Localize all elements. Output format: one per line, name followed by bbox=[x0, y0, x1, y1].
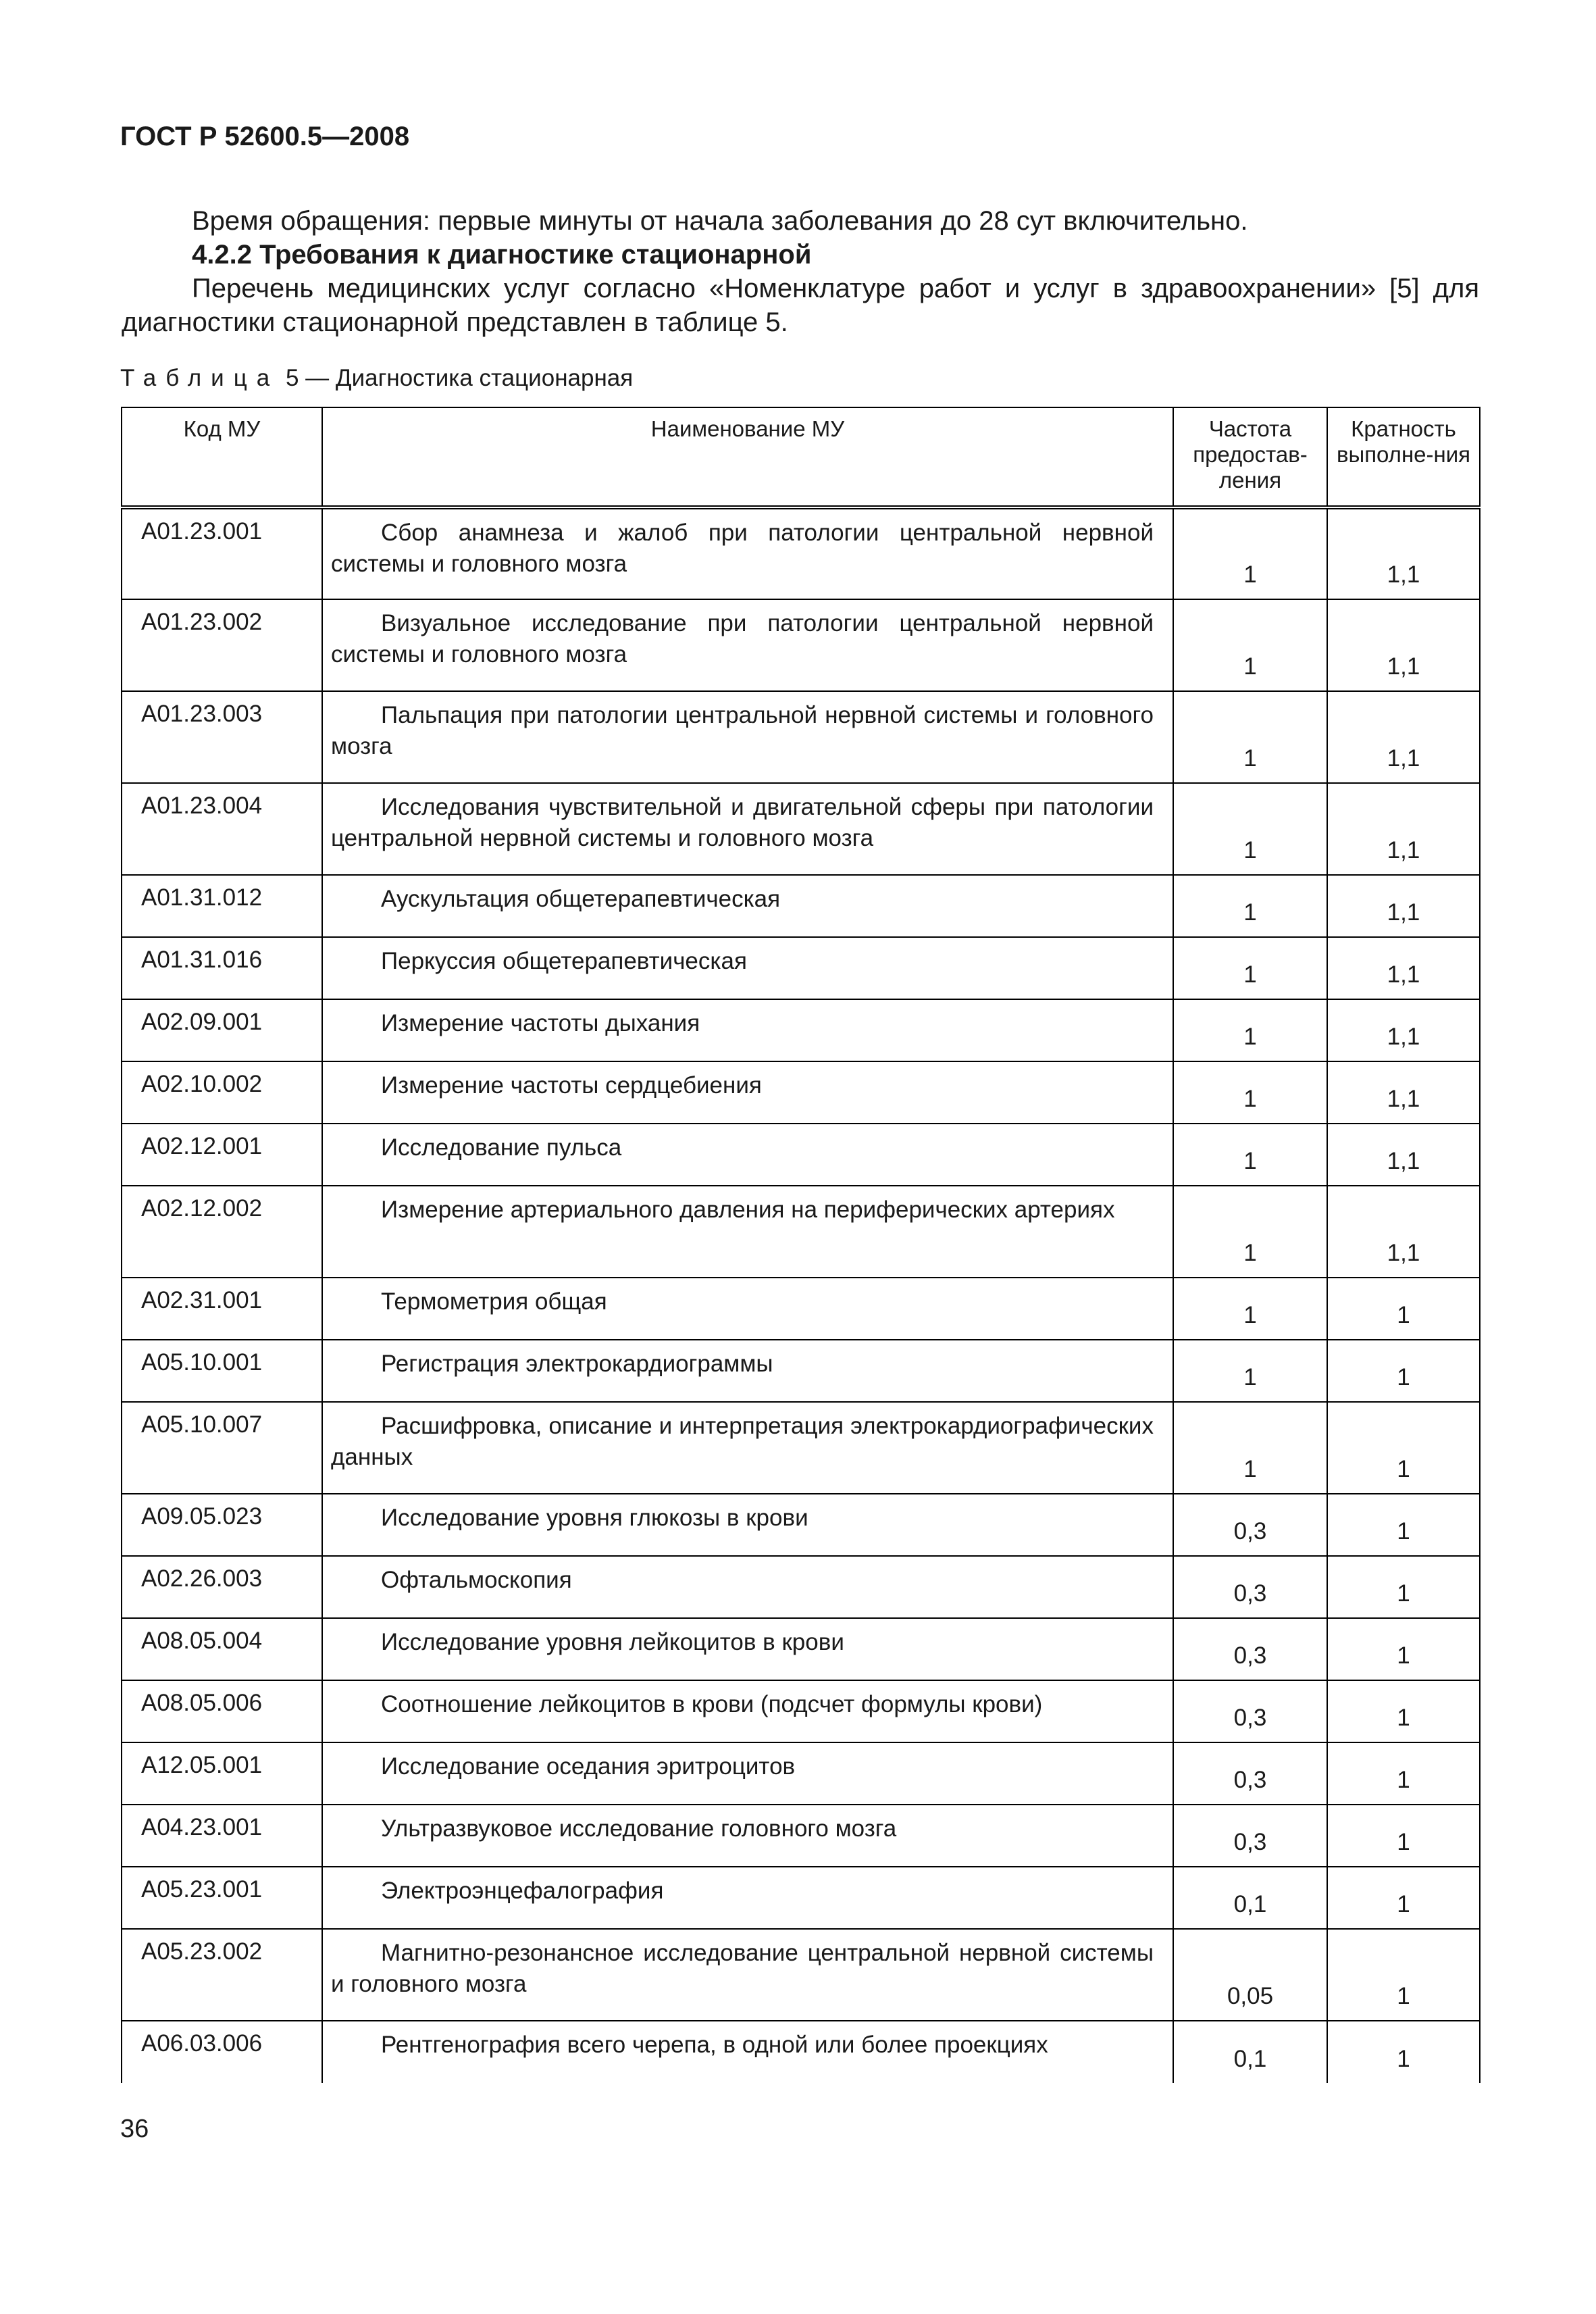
frequency-cell: 1 bbox=[1173, 1278, 1327, 1340]
table-row bbox=[122, 1742, 1480, 1805]
table-caption bbox=[120, 365, 633, 392]
header-code: Код МУ bbox=[122, 407, 322, 507]
service-name-cell: Визуальное исследование при патологии центральной нервной системы и головного мозга bbox=[322, 599, 1173, 691]
code-cell: А05.10.001 bbox=[122, 1340, 322, 1402]
code-cell: А02.12.001 bbox=[122, 1124, 322, 1186]
service-name-cell: Исследование уровня глюкозы в крови bbox=[322, 1494, 1173, 1556]
code-cell: А02.31.001 bbox=[122, 1278, 322, 1340]
table-row bbox=[122, 1402, 1480, 1494]
service-name-cell: Измерение артериального давления на периферических артериях bbox=[322, 1186, 1173, 1278]
code-cell: А01.31.016 bbox=[122, 937, 322, 999]
table-row bbox=[122, 1278, 1480, 1340]
table-row bbox=[122, 1061, 1480, 1124]
multiplicity-cell: 1,1 bbox=[1327, 1124, 1480, 1186]
multiplicity-cell: 1 bbox=[1327, 1680, 1480, 1742]
table-row bbox=[122, 1556, 1480, 1618]
multiplicity-cell: 1,1 bbox=[1327, 507, 1480, 599]
header-multiplicity: Кратность выполне-ния bbox=[1327, 407, 1480, 507]
frequency-cell: 0,3 bbox=[1173, 1742, 1327, 1805]
table-row bbox=[122, 999, 1480, 1061]
frequency-cell: 1 bbox=[1173, 507, 1327, 599]
table-body bbox=[122, 507, 1480, 2083]
code-cell: А02.12.002 bbox=[122, 1186, 322, 1278]
service-name-cell: Ультразвуковое исследование головного мозга bbox=[322, 1805, 1173, 1867]
service-name-cell: Перкуссия общетерапевтическая bbox=[322, 937, 1173, 999]
service-name-cell: Регистрация электрокардиограммы bbox=[322, 1340, 1173, 1402]
table-row bbox=[122, 1680, 1480, 1742]
table-row bbox=[122, 2021, 1480, 2083]
service-name-cell: Исследование уровня лейкоцитов в крови bbox=[322, 1618, 1173, 1680]
multiplicity-cell: 1,1 bbox=[1327, 783, 1480, 875]
service-name-cell: Исследования чувствительной и двигательной сферы при патологии центральной нервной системы и головного мозга bbox=[322, 783, 1173, 875]
multiplicity-cell: 1,1 bbox=[1327, 691, 1480, 783]
multiplicity-cell: 1 bbox=[1327, 1402, 1480, 1494]
code-cell: А09.05.023 bbox=[122, 1494, 322, 1556]
service-name-cell: Аускультация общетерапевтическая bbox=[322, 875, 1173, 937]
code-cell: А02.10.002 bbox=[122, 1061, 322, 1124]
code-cell: А01.31.012 bbox=[122, 875, 322, 937]
code-cell: А08.05.006 bbox=[122, 1680, 322, 1742]
table-row bbox=[122, 1929, 1480, 2021]
diagnostics-table bbox=[121, 407, 1481, 2083]
frequency-cell: 1 bbox=[1173, 599, 1327, 691]
frequency-cell: 0,3 bbox=[1173, 1556, 1327, 1618]
frequency-cell: 0,3 bbox=[1173, 1494, 1327, 1556]
service-name-cell: Измерение частоты дыхания bbox=[322, 999, 1173, 1061]
multiplicity-cell: 1,1 bbox=[1327, 1061, 1480, 1124]
paragraph-treatment-time: Время обращения: первые минуты от начала заболевания до 28 сут включительно. bbox=[192, 206, 1248, 236]
multiplicity-cell: 1,1 bbox=[1327, 937, 1480, 999]
table-row bbox=[122, 1494, 1480, 1556]
frequency-cell: 1 bbox=[1173, 1186, 1327, 1278]
multiplicity-cell: 1 bbox=[1327, 1805, 1480, 1867]
code-cell: А08.05.004 bbox=[122, 1618, 322, 1680]
multiplicity-cell: 1,1 bbox=[1327, 999, 1480, 1061]
frequency-cell: 1 bbox=[1173, 875, 1327, 937]
code-cell: А06.03.006 bbox=[122, 2021, 322, 2083]
service-name-cell: Соотношение лейкоцитов в крови (подсчет формулы крови) bbox=[322, 1680, 1173, 1742]
service-name-cell: Пальпация при патологии центральной нервной системы и головного мозга bbox=[322, 691, 1173, 783]
document-id-header: ГОСТ Р 52600.5—2008 bbox=[120, 122, 410, 151]
multiplicity-cell: 1 bbox=[1327, 2021, 1480, 2083]
frequency-cell: 0,3 bbox=[1173, 1805, 1327, 1867]
table-caption-title: — Диагностика стационарная bbox=[305, 365, 634, 391]
multiplicity-cell: 1,1 bbox=[1327, 1186, 1480, 1278]
service-name-cell: Сбор анамнеза и жалоб при патологии центральной нервной системы и головного мозга bbox=[322, 507, 1173, 599]
multiplicity-cell: 1 bbox=[1327, 1867, 1480, 1929]
code-cell: А12.05.001 bbox=[122, 1742, 322, 1805]
table-caption-number: 5 bbox=[285, 365, 299, 391]
frequency-cell: 0,3 bbox=[1173, 1618, 1327, 1680]
frequency-cell: 0,1 bbox=[1173, 1867, 1327, 1929]
multiplicity-cell: 1 bbox=[1327, 1494, 1480, 1556]
header-name: Наименование МУ bbox=[322, 407, 1173, 507]
frequency-cell: 1 bbox=[1173, 783, 1327, 875]
table-row bbox=[122, 783, 1480, 875]
table-caption-label: Таблица bbox=[120, 365, 280, 391]
service-name-cell: Измерение частоты сердцебиения bbox=[322, 1061, 1173, 1124]
frequency-cell: 0,3 bbox=[1173, 1680, 1327, 1742]
table-row bbox=[122, 1340, 1480, 1402]
code-cell: А02.09.001 bbox=[122, 999, 322, 1061]
code-cell: А05.10.007 bbox=[122, 1402, 322, 1494]
frequency-cell: 1 bbox=[1173, 691, 1327, 783]
page-number: 36 bbox=[120, 2115, 149, 2143]
table-header-row bbox=[122, 407, 1480, 507]
multiplicity-cell: 1,1 bbox=[1327, 875, 1480, 937]
header-frequency: Частота предостав-ления bbox=[1173, 407, 1327, 507]
frequency-cell: 1 bbox=[1173, 1124, 1327, 1186]
table-row bbox=[122, 507, 1480, 599]
table-row bbox=[122, 875, 1480, 937]
frequency-cell: 0,05 bbox=[1173, 1929, 1327, 2021]
code-cell: А01.23.004 bbox=[122, 783, 322, 875]
frequency-cell: 1 bbox=[1173, 937, 1327, 999]
table-row bbox=[122, 1186, 1480, 1278]
table-row bbox=[122, 1124, 1480, 1186]
multiplicity-cell: 1 bbox=[1327, 1556, 1480, 1618]
frequency-cell: 1 bbox=[1173, 999, 1327, 1061]
table-row bbox=[122, 599, 1480, 691]
paragraph-service-list: Перечень медицинских услуг согласно «Номенклатуре работ и услуг в здравоохранении» [5] для диагностики стационарной представлен в таблице 5. bbox=[122, 274, 1479, 337]
code-cell: А02.26.003 bbox=[122, 1556, 322, 1618]
service-name-cell: Термометрия общая bbox=[322, 1278, 1173, 1340]
frequency-cell: 0,1 bbox=[1173, 2021, 1327, 2083]
code-cell: А05.23.002 bbox=[122, 1929, 322, 2021]
code-cell: А01.23.003 bbox=[122, 691, 322, 783]
code-cell: А04.23.001 bbox=[122, 1805, 322, 1867]
multiplicity-cell: 1 bbox=[1327, 1742, 1480, 1805]
service-name-cell: Магнитно-резонансное исследование центральной нервной системы и головного мозга bbox=[322, 1929, 1173, 2021]
code-cell: А01.23.002 bbox=[122, 599, 322, 691]
code-cell: А01.23.001 bbox=[122, 507, 322, 599]
service-name-cell: Электроэнцефалография bbox=[322, 1867, 1173, 1929]
table-row bbox=[122, 1867, 1480, 1929]
service-name-cell: Исследование оседания эритроцитов bbox=[322, 1742, 1173, 1805]
section-title: 4.2.2 Требования к диагностике стационарной bbox=[192, 240, 812, 270]
table-row bbox=[122, 1805, 1480, 1867]
multiplicity-cell: 1,1 bbox=[1327, 599, 1480, 691]
table-row bbox=[122, 1618, 1480, 1680]
multiplicity-cell: 1 bbox=[1327, 1929, 1480, 2021]
multiplicity-cell: 1 bbox=[1327, 1278, 1480, 1340]
table-row bbox=[122, 691, 1480, 783]
code-cell: А05.23.001 bbox=[122, 1867, 322, 1929]
service-name-cell: Исследование пульса bbox=[322, 1124, 1173, 1186]
service-name-cell: Рентгенография всего черепа, в одной или более проекциях bbox=[322, 2021, 1173, 2083]
frequency-cell: 1 bbox=[1173, 1340, 1327, 1402]
service-name-cell: Расшифровка, описание и интерпретация электрокардиографических данных bbox=[322, 1402, 1173, 1494]
service-name-cell: Офтальмоскопия bbox=[322, 1556, 1173, 1618]
multiplicity-cell: 1 bbox=[1327, 1618, 1480, 1680]
frequency-cell: 1 bbox=[1173, 1061, 1327, 1124]
multiplicity-cell: 1 bbox=[1327, 1340, 1480, 1402]
table-row bbox=[122, 937, 1480, 999]
frequency-cell: 1 bbox=[1173, 1402, 1327, 1494]
